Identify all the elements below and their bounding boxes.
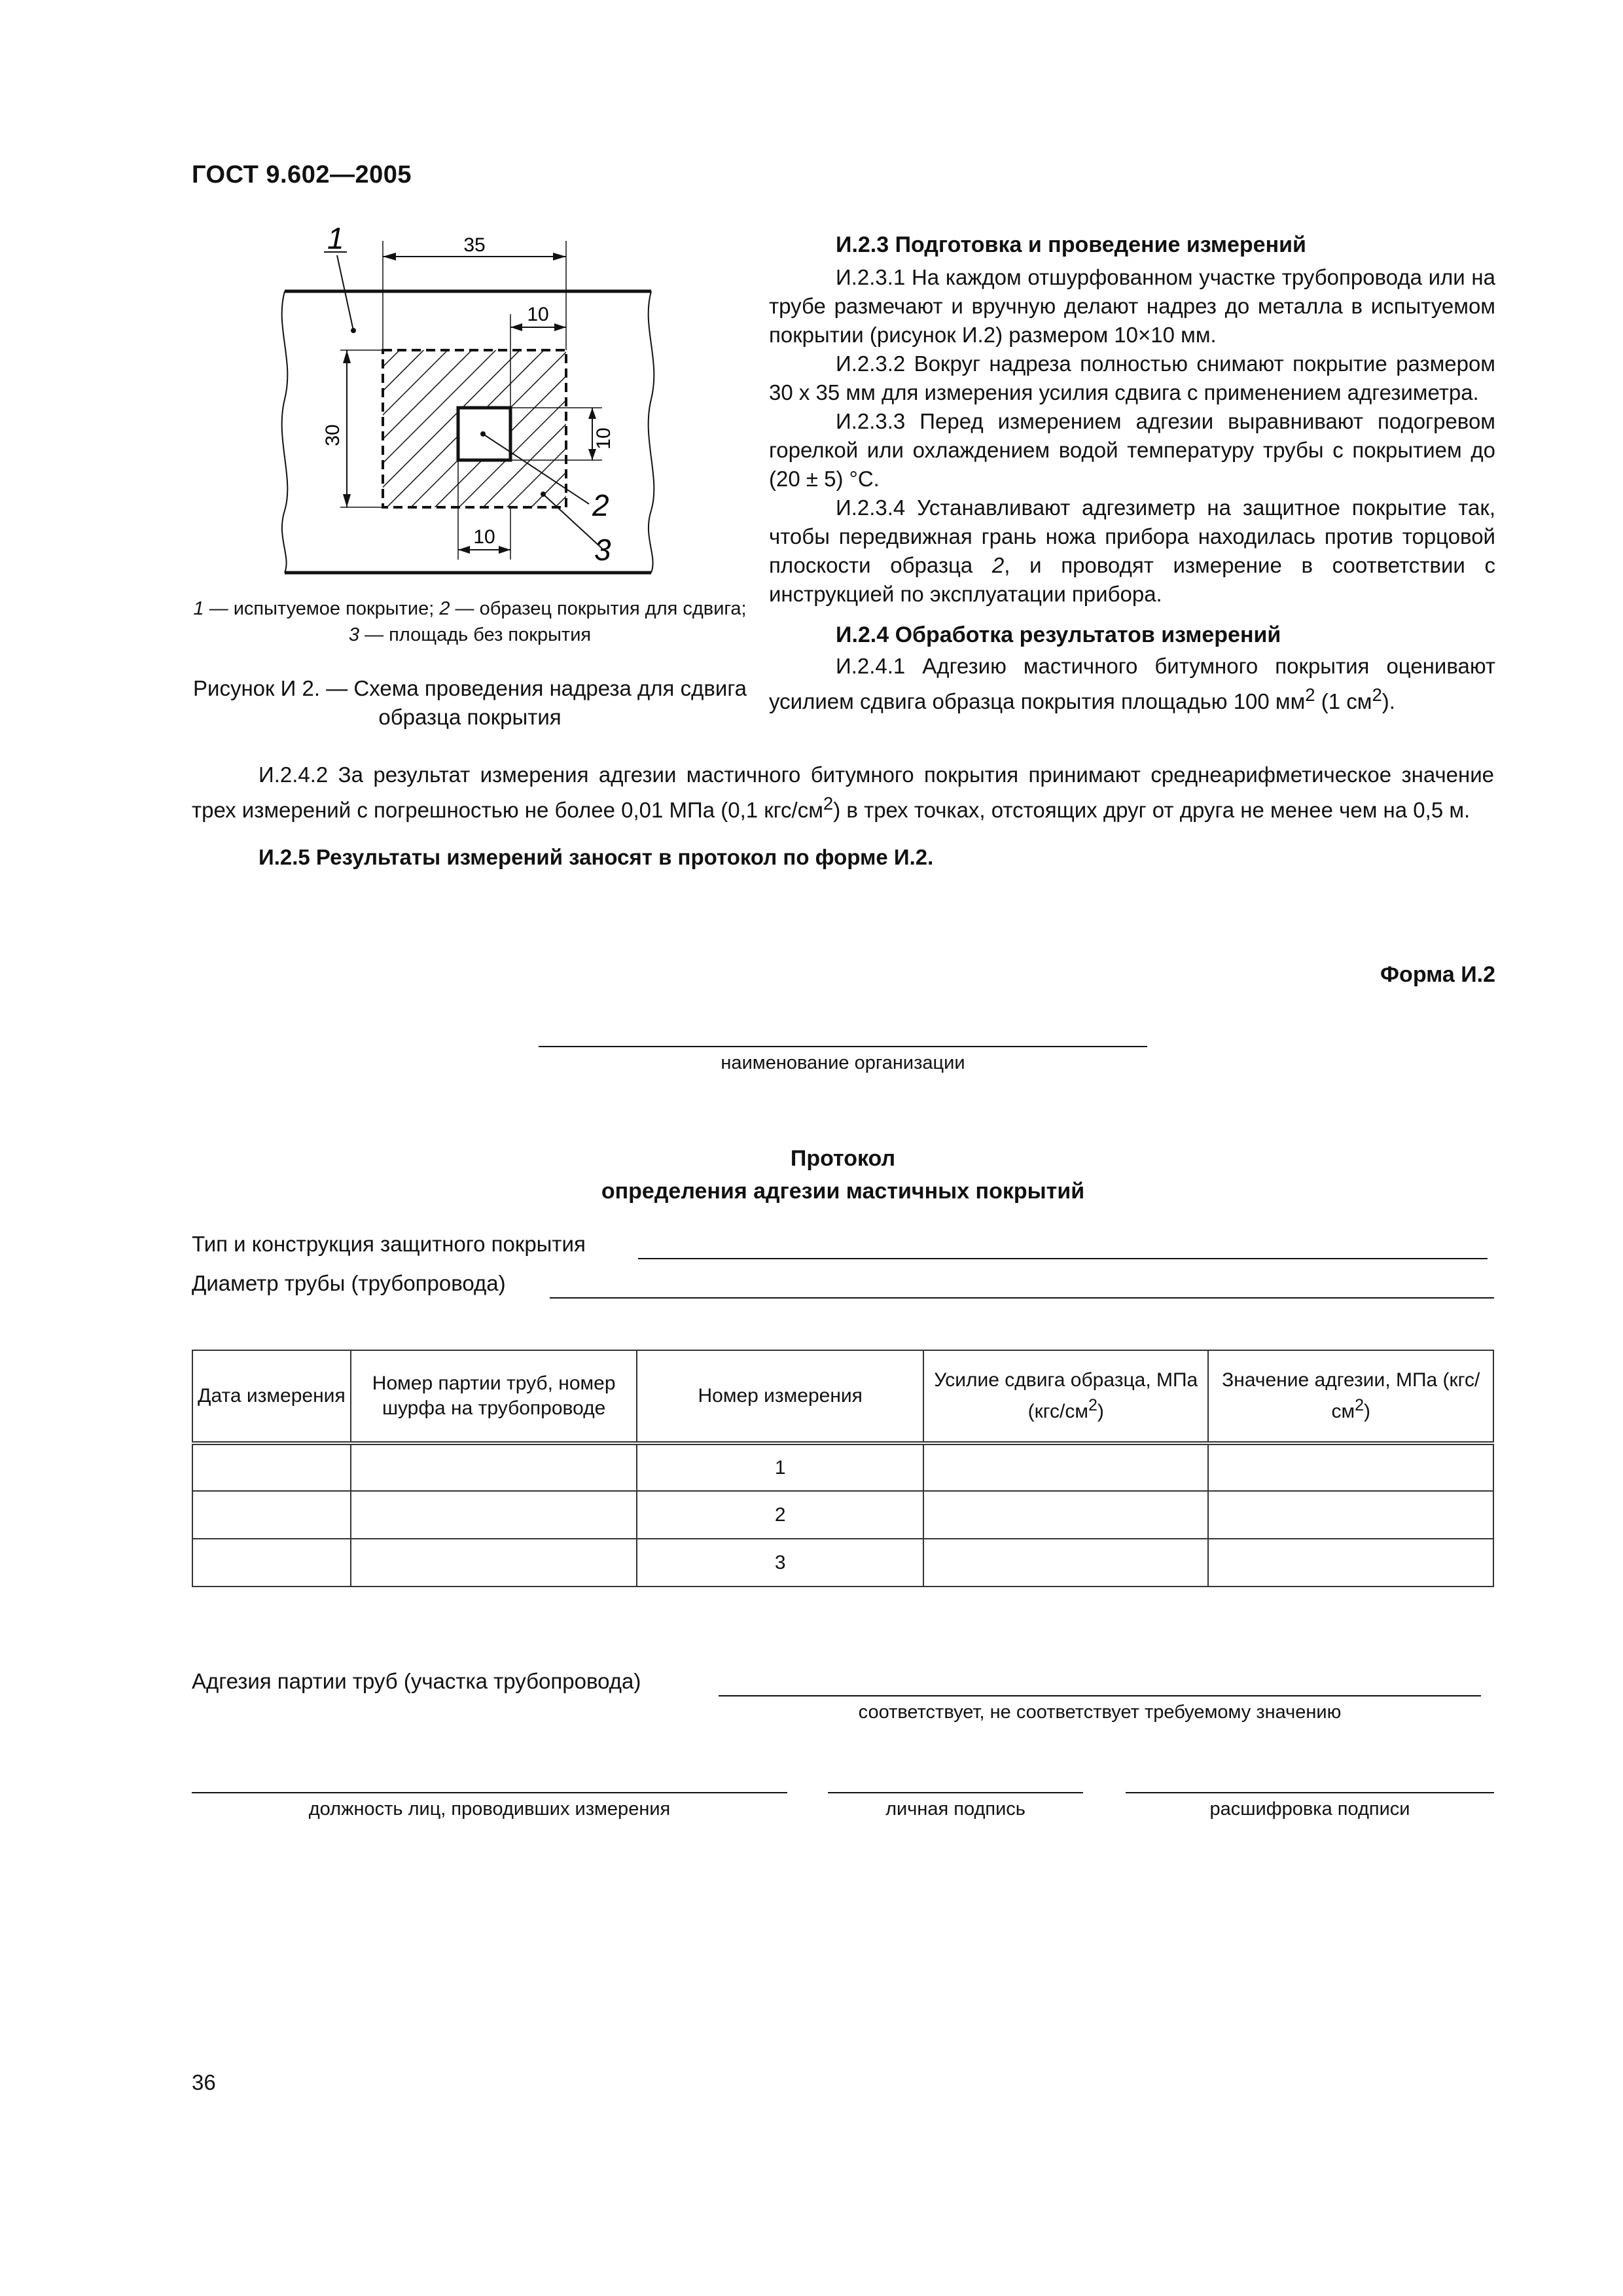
pipe-diameter-label: Диаметр трубы (трубопровода) [192, 1271, 506, 1295]
adhesion-label: Адгезия партии труб (участка трубопровода) [192, 1669, 641, 1693]
signature-line[interactable] [828, 1792, 1083, 1793]
table-header-row [192, 1350, 1493, 1443]
page-number: 36 [192, 2070, 216, 2094]
organization-caption: наименование организации [721, 1052, 965, 1073]
header-date: Дата измерения [192, 1350, 351, 1443]
table-cell[interactable] [192, 1539, 351, 1587]
position-line[interactable] [192, 1792, 787, 1793]
table-cell[interactable] [1208, 1443, 1493, 1491]
coating-type-line[interactable] [638, 1258, 1488, 1259]
table-cell[interactable] [192, 1491, 351, 1539]
table-row [192, 1443, 1493, 1491]
table-row [192, 1539, 1493, 1587]
label-2: 2 [592, 488, 609, 522]
table-cell[interactable] [923, 1491, 1208, 1539]
table-cell: 3 [637, 1539, 923, 1587]
signature-decode-caption: расшифровка подписи [1209, 1799, 1410, 1820]
table-cell: 2 [637, 1491, 923, 1539]
table-cell[interactable] [351, 1491, 637, 1539]
section-heading: И.2.3 Подготовка и проведение измерений [836, 232, 1306, 257]
table-cell[interactable] [192, 1443, 351, 1491]
paragraph: И.2.3.4 Устанавливают адгезиметр на защитное покрытие так, чтобы передвижная грань ножа прибора находилась против торцовой плоскости образца 2, и проводят измерение в соответствии с инструкцией по эксплуатации прибора. [769, 495, 1495, 606]
table-cell[interactable] [351, 1539, 637, 1587]
table-cell[interactable] [1208, 1491, 1493, 1539]
header-measurement-number: Номер измерения [637, 1350, 923, 1443]
organization-line[interactable] [539, 1046, 1147, 1047]
figure-legend: 1 — испытуемое покрытие; 2 — образец покрытия для сдвига; 3 — площадь без покрытия [193, 598, 747, 645]
table-cell[interactable] [923, 1443, 1208, 1491]
paragraph: И.2.4.1 Адгезию мастичного битумного покрытия оценивают усилием сдвига образца покрытия площадью 100 $мм^2$ (1 $см^2$). [769, 654, 1495, 713]
dim-10-top: 10 [527, 304, 549, 325]
header-batch: Номер партии труб, номер шурфа на трубопроводе [351, 1350, 637, 1443]
table-row [192, 1491, 1493, 1539]
header-shear-force: Усилие сдвига образца, МПа $(кгс/см^2)$ [923, 1350, 1208, 1443]
dim-30: 30 [322, 424, 344, 446]
adhesion-line[interactable] [719, 1695, 1481, 1696]
dim-10-bottom: 10 [473, 526, 495, 548]
section-i242 [192, 761, 1494, 872]
figure-caption: Рисунок И 2. — Схема проведения надреза для сдвига образца покрытия [193, 676, 747, 729]
paragraph: И.2.3.2 Вокруг надреза полностью снимают покрытие размером 30 х 35 мм для измерения усилия сдвига с применением адгезиметра. [769, 351, 1495, 404]
section-heading: И.2.4 Обработка результатов измерений [836, 622, 1281, 647]
cut-scheme-figure [262, 223, 687, 589]
table-cell: 1 [637, 1443, 923, 1491]
table-cell[interactable] [1208, 1539, 1493, 1587]
label-1: 1 [327, 223, 344, 255]
pipe-diameter-line[interactable] [550, 1297, 1494, 1299]
signature-decode-line[interactable] [1126, 1792, 1494, 1793]
table-cell[interactable] [351, 1443, 637, 1491]
dim-35: 35 [463, 234, 486, 256]
section-i23 [769, 230, 1495, 716]
paragraph: И.2.3.3 Перед измерением адгезии выравнивают подогревом горелкой или охлаждением водой температуру трубы с покрытием до (20 ± 5) °С. [769, 409, 1495, 491]
protocol-table [192, 1350, 1494, 1587]
position-caption: должность лиц, проводивших измерения [308, 1799, 671, 1820]
signature-caption: личная подпись [885, 1799, 1026, 1820]
form-label: Форма И.2 [1380, 962, 1495, 987]
coating-type-label: Тип и конструкция защитного покрытия [192, 1232, 586, 1256]
document-header: ГОСТ 9.602—2005 [192, 161, 412, 188]
table-cell[interactable] [923, 1539, 1208, 1587]
header-adhesion-value: Значение адгезии, МПа $(кгс/см^2)$ [1208, 1350, 1493, 1443]
label-3: 3 [594, 533, 611, 567]
paragraph: И.2.4.2 За результат измерения адгезии мастичного битумного покрытия принимают среднеарифметическое значение трех измерений с погрешностью не более 0,01 МПа (0,1 кгс/$см^2$) в трех точках, отстоящих друг от друга не менее чем на 0,5 м. [192, 762, 1494, 822]
adhesion-caption: соответствует, не соответствует требуемому значению [858, 1702, 1342, 1723]
protocol-title: Протокол определения адгезии мастичных покрытий [601, 1146, 1085, 1204]
dim-10-side: 10 [593, 427, 615, 450]
paragraph: И.2.5 Результаты измерений заносят в протокол по форме И.2. [259, 845, 934, 869]
paragraph: И.2.3.1 На каждом отшурфованном участке трубопровода или на трубе размечают и вручную делают надрез до металла в испытуемом покрытии (рисунок И.2) размером 10×10 мм. [769, 265, 1495, 347]
